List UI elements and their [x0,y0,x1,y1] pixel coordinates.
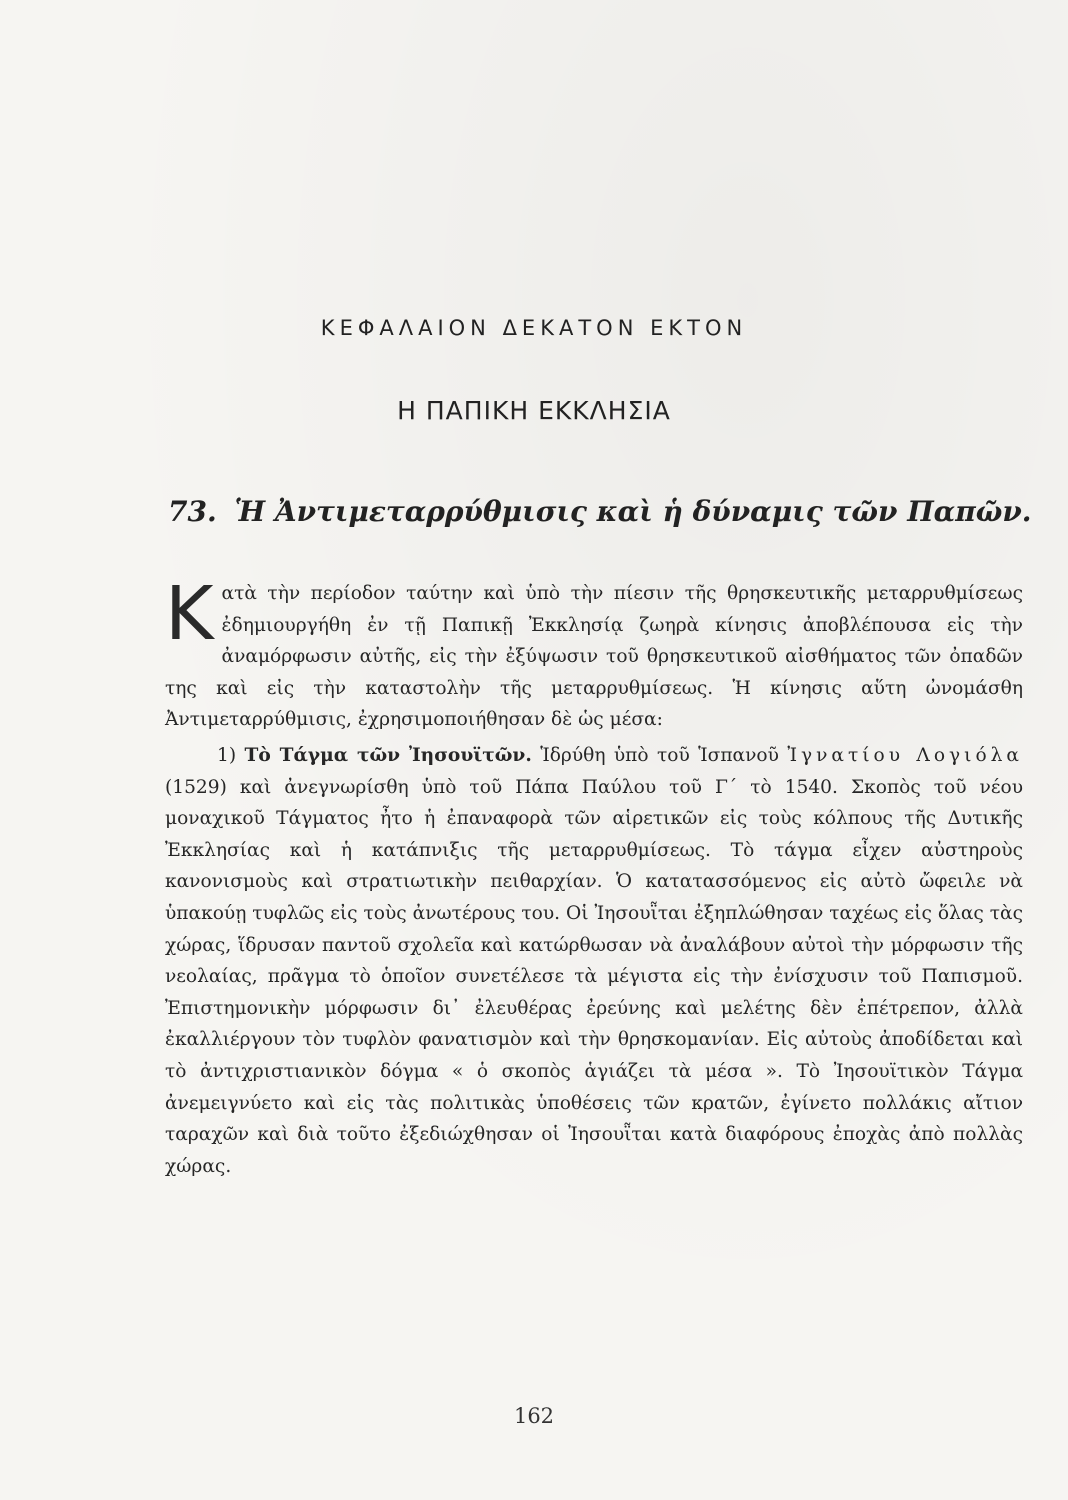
chapter-label: ΚΕΦΑΛΑΙΟΝ ΔΕΚΑΤΟΝ ΕΚΤΟΝ [320,316,748,340]
section-heading [168,495,1032,528]
section-number: 73. [168,495,217,528]
body-text [165,571,1023,1182]
list-item-marker: 1) [217,744,237,766]
chapter-title: Η ΠΑΠΙΚΗ ΕΚΚΛΗΣΙΑ [397,396,671,425]
bold-lead-phrase: Τὸ Τάγμα τῶν Ἰησουϊτῶν. [244,744,532,766]
section-title: Ἡ Ἀντιμεταρρύθμισις καὶ ἡ δύναμις τῶν Παπῶν. [234,495,1032,528]
drop-cap: Κ [165,571,214,657]
paragraph [165,740,1023,1182]
paragraph [165,571,1023,736]
page-number: 162 [513,1404,555,1428]
paragraph-text: Ἱδρύθη ὑπὸ τοῦ Ἱσπανοῦ [540,744,779,766]
spaced-name: Ἰγνατίου Λογιόλα [787,744,1023,766]
paragraph-text: ατὰ τὴν περίοδον ταύτην καὶ ὑπὸ τὴν πίεσιν τῆς θρησκευτικῆς μεταρρυθμίσεως ἐδημιουργήθη ἐν τῇ Παπικῇ Ἐκκλησίᾳ ζωηρὰ κίνησις ἀποβλέπουσα εἰς τὴν ἀναμόρφωσιν αὐτῆς, εἰς τὴν ἐξύψωσιν τοῦ θρησκευτικοῦ αἰσθήματος τῶν ὀπαδῶν της καὶ εἰς τὴν καταστολὴν τῆς μεταρρυθμίσεως. Ἡ κίνησις αὕτη ὠνομάσθη Ἀντιμεταρρύθμισις, ἐχρησιμοποιήθησαν δὲ ὡς μέσα: [165,583,1023,731]
paragraph-text: (1529) καὶ ἀνεγνωρίσθη ὑπὸ τοῦ Πάπα Παύλου τοῦ Γ΄ τὸ 1540. Σκοπὸς τοῦ νέου μοναχικοῦ Τάγματος ἦτο ἡ ἐπαναφορὰ τῶν αἱρετικῶν εἰς τοὺς κόλπους τῆς Δυτικῆς Ἐκκλησίας καὶ ἡ κατάπνιξις τῆς μεταρρυθμίσεως. Τὸ τάγμα εἶχεν αὐστηροὺς κανονισμοὺς καὶ στρατιωτικὴν πειθαρχίαν. Ὁ κατατασσόμενος εἰς αὐτὸ ὤφειλε νὰ ὑπακούῃ τυφλῶς εἰς τοὺς ἀνωτέρους του. Οἱ Ἰησουῗται ἐξηπλώθησαν ταχέως εἰς ὅλας τὰς χώρας, ἵδρυσαν παντοῦ σχολεῖα καὶ κατώρθωσαν νὰ ἀναλάβουν αὐτοὶ τὴν μόρφωσιν τῆς νεολαίας, πρᾶγμα τὸ ὁποῖον συνετέλεσε τὰ μέγιστα εἰς τὴν ἐνίσχυσιν τοῦ Παπισμοῦ. Ἐπιστημονικὴν μόρφωσιν δι᾿ ἐλευθέρας ἐρεύνης καὶ μελέτης δὲν ἐπέτρεπον, ἀλλὰ ἐκαλλιέργουν τὸν τυφλὸν φανατισμὸν καὶ τὴν θρησκομανίαν. Εἰς αὐτοὺς ἀποδίδεται καὶ τὸ ἀντιχριστιανικὸν δόγμα « ὁ σκοπὸς ἁγιάζει τὰ μέσα ». Τὸ Ἰησουϊτικὸν Τάγμα ἀνεμειγνύετο καὶ εἰς τὰς πολιτικὰς ὑποθέσεις τῶν κρατῶν, ἐγίνετο πολλάκις αἴτιον ταραχῶν καὶ διὰ τοῦτο ἐξεδιώχθησαν οἱ Ἰησουῗται κατὰ διαφόρους ἐποχὰς ἀπὸ πολλὰς χώρας. [165,776,1023,1177]
